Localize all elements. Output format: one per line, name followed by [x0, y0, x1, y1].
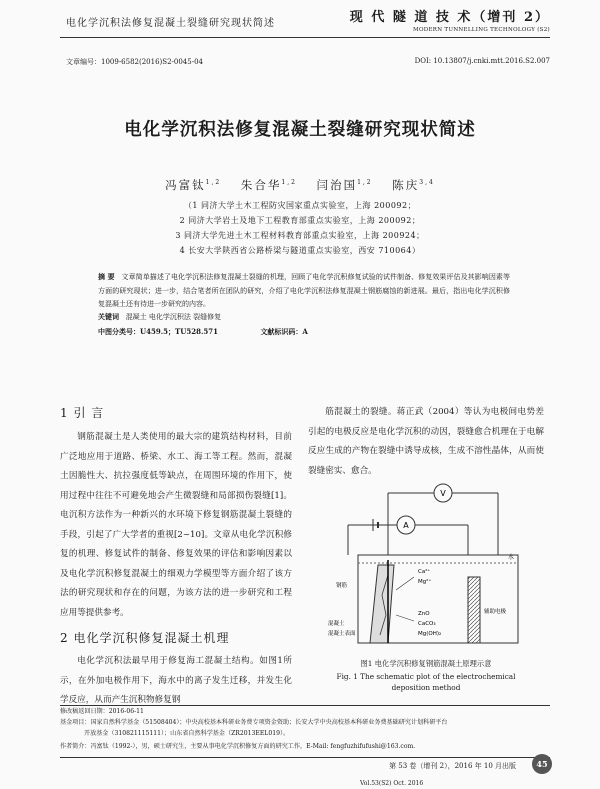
paper-title: 电化学沉积法修复混凝土裂缝研究现状简述 [124, 120, 476, 140]
rebar-label: 钢筋 [336, 583, 348, 589]
author-list [0, 177, 600, 193]
header-rule [60, 37, 550, 38]
footnote-rule [60, 705, 550, 706]
volume-info: 第 53 卷（增刊 2），2016 年 10 月出版 [389, 762, 516, 770]
footnote: 基金项目：国家自然科学基金（51508404）；中央高校基本科研业务费专项资金资助；长安大学中央高校基本科研业务费基础研究计划科研平台 [60, 719, 448, 726]
journal-title-en: MODERN TUNNELLING TECHNOLOGY (S2) [413, 27, 550, 33]
keywords-text: 混凝土 电化学沉积法 裂缝修复 [125, 313, 222, 321]
affiliation: 4 长安大学陕西省公路桥梁与隧道重点实验室，西安 710064） [179, 246, 421, 255]
footnote: 修改稿返回日期：2016-06-11 [60, 708, 144, 715]
volume-info-en: Vol.53(S2) Oct. 2016 [360, 780, 424, 787]
figure-caption-en: deposition method [391, 683, 461, 692]
doi: DOI: 10.13807/j.cnki.mtt.2016.S2.007 [414, 57, 550, 65]
classification [98, 327, 348, 337]
footnote: 作者简介：冯富钛（1992-），男，硕士研究生，主要从事电化学沉积修复方面的研究工作，E-Mail: fengfuzhifufushi@163.com. [60, 743, 416, 750]
author: 冯富钛$^{1,2}$ [165, 178, 222, 192]
clc-number: 中图分类号：U459.5；TU528.571 [98, 327, 218, 336]
surface-label: 混凝土表面 [328, 631, 356, 637]
article-number: 文章编号：1009-6582(2016)S2-0045-04 [66, 58, 203, 66]
product-label: CaCO₃ [418, 621, 436, 627]
auxiliary-electrode [468, 577, 480, 643]
abstract-label: 摘 要 [98, 272, 115, 281]
journal-title: 现 代 隧 道 技 术（增刊 2） [349, 10, 550, 25]
footnote: 开放基金（310821115111）；山东省自然科学基金（ZR2013EEL019）。 [84, 730, 290, 737]
figure-caption-en: Fig. 1 The schematic plot of the electrochemical [336, 672, 516, 681]
ion-label: Mg²⁺ [418, 579, 432, 585]
voltmeter-label: V [440, 489, 446, 498]
keywords [98, 312, 221, 322]
abstract [98, 270, 510, 312]
water-label: 水 [508, 554, 515, 561]
ammeter-label: A [403, 521, 409, 530]
author: 陈庆$^{3,4}$ [392, 178, 435, 192]
author: 闫治国$^{1,2}$ [316, 178, 373, 192]
document-code: 文献标识码：A [260, 327, 308, 336]
author: 朱合华$^{1,2}$ [240, 178, 297, 192]
section-heading: 1 引 言 [60, 406, 105, 420]
page-number: 45 [532, 754, 552, 774]
abstract-text: 文章简单描述了电化学沉积法修复混凝土裂缝的机理，回顾了电化学沉积修复试验的试件制备、修复效果评估及其影响因素等方面的研究现状；进一步，结合笔者所在团队的研究，介绍了电化学沉积法修复混凝土钢筋腐蚀的新进展。最后，指出电化学沉积修复混凝土还有待进一步研究的内容。 [98, 273, 511, 308]
paragraph: 电化学沉积法最早用于修复海工混凝土结构。如图1所示，在外加电极作用下，海水中的离子发生迁移，并发生化学反应，从而产生沉积物修复钢 [60, 656, 292, 705]
figure-1 [318, 465, 544, 650]
crack-label: 混凝土 [328, 621, 345, 627]
affiliation: （1 同济大学土木工程防灾国家重点实验室，上海 200092； [183, 201, 417, 210]
footer-rule [60, 757, 550, 758]
electrode-label: 辅助电极 [484, 609, 507, 615]
running-header: 电化学沉积法修复混凝土裂缝研究现状简述 [66, 18, 275, 29]
keywords-label: 关键词 [98, 312, 119, 321]
affiliation: 3 同济大学先进土木工程材料教育部重点实验室，上海 200924； [175, 231, 425, 240]
affiliation: 2 同济大学岩土及地下工程教育部重点实验室，上海 200092； [179, 216, 421, 225]
product-label: Mg(OH)₂ [418, 631, 442, 637]
paragraph: 钢筋混凝土是人类使用的最大宗的建筑结构材料，目前广泛地应用于道路、桥梁、水工、海工等工程。然而，混凝土因脆性大、抗拉强度低等缺点，在周围环境的作用下，使用过程中往往不可避免地会产生微裂缝和局部损伤裂缝[1]。电沉积方法作为一种新兴的水环境下修复钢筋混凝土裂缝的手段，引起了广大学者的重视[2~10]。文章从电化学沉积修复的机理、修复试件的制备、修复效果的评估和影响因素以及电化学沉积修复混凝土的细观力学模型等方面介绍了该方法的研究现状和存在的问题，为该方法的进一步研究和工程应用等提供参考。 [60, 432, 292, 618]
figure-caption-cn: 图1 电化学沉积修复钢筋混凝土原理示意 [360, 659, 492, 668]
paragraph: 筋混凝土的裂缝。蒋正武（2004）等认为电极间电势差引起的电极反应是电化学沉积的动因，裂缝愈合机理在于电解反应生成的产物在裂缝中诱导成核，生成不溶性晶体，从而使裂缝密实、愈合。 [308, 407, 544, 476]
product-label: ZnO [418, 611, 430, 617]
ion-label: Ca²⁺ [418, 569, 431, 575]
section-heading: 2 电化学沉积修复混凝土机理 [60, 631, 230, 645]
